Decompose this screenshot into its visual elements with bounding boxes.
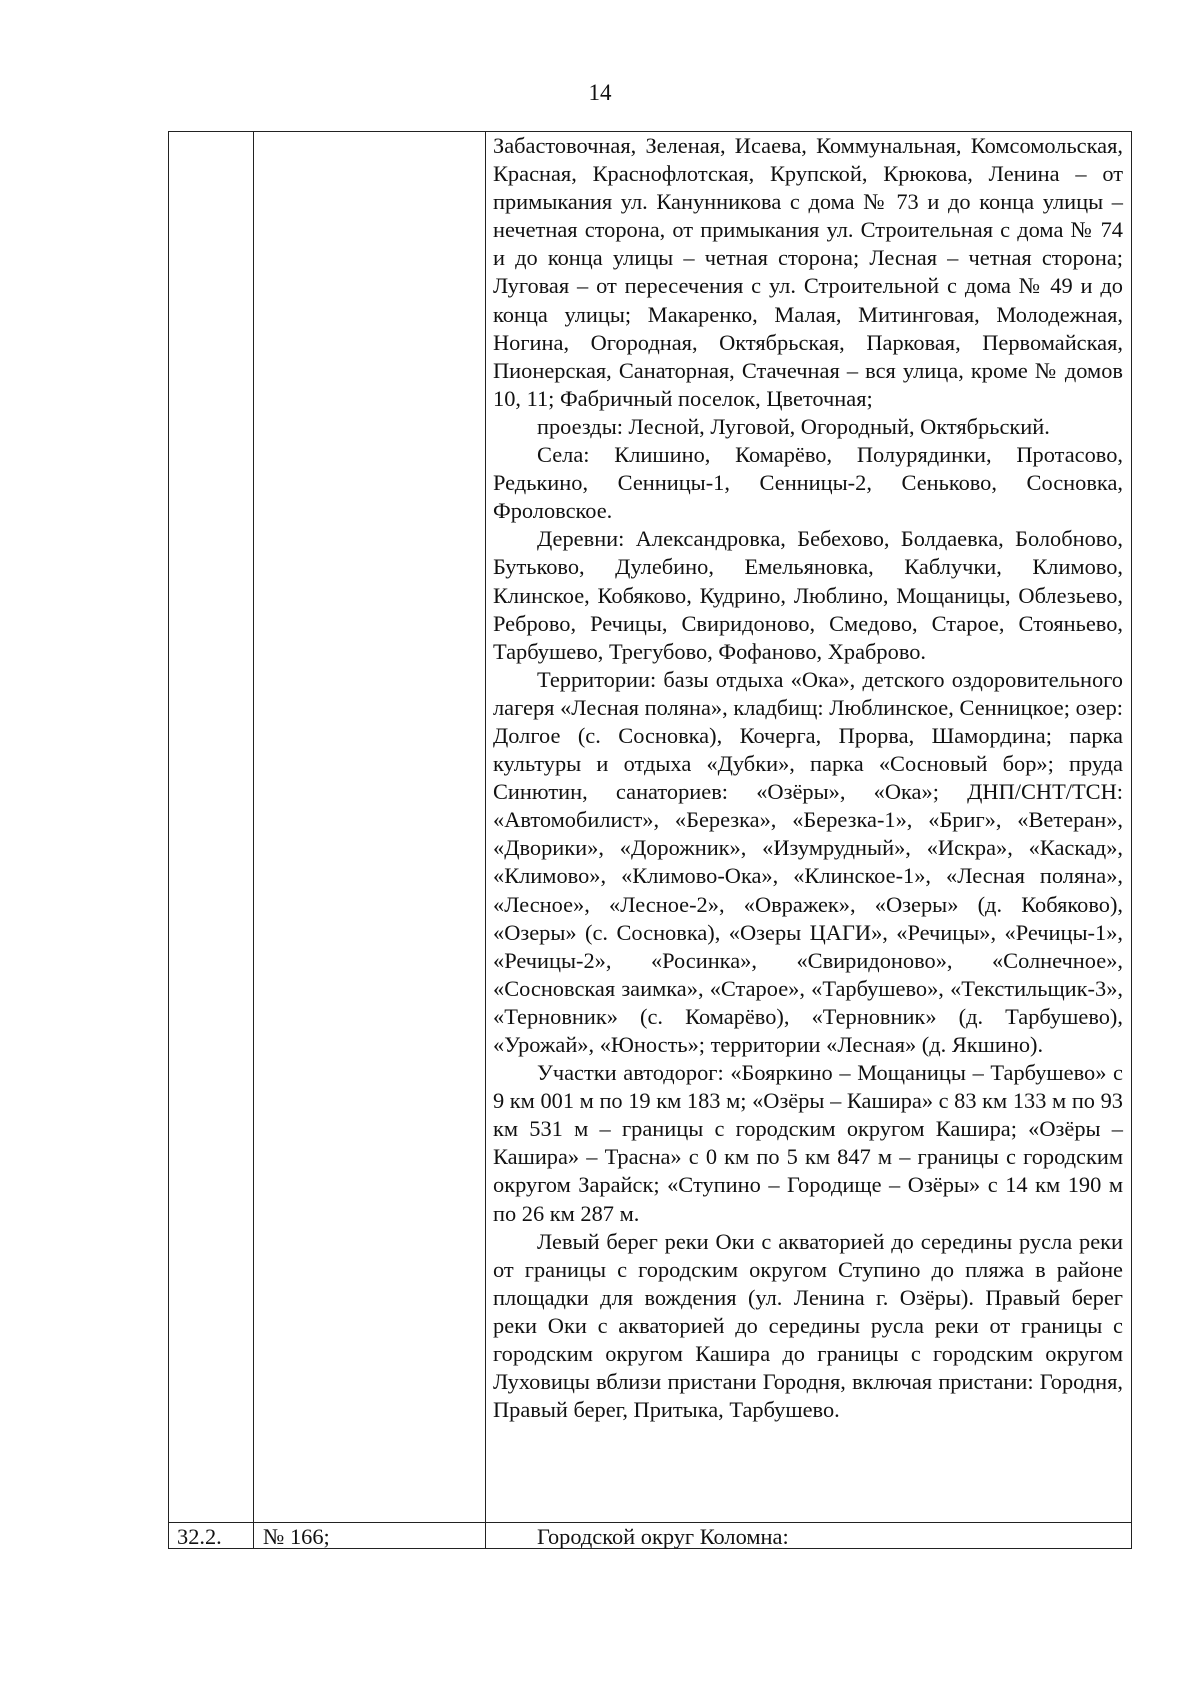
document-table: [168, 131, 1132, 1549]
paragraph-roads: Участки автодорог: «Бояркино – Мощаницы – Тарбушево» с 9 км 001 м по 19 км 183 м; «Озёры – Кашира» с 83 км 133 м по 93 км 531 м – границы с городским округом Кашира; «Озёры – Кашира» – Трасна» с 0 км по 5 км 847 м – границы с городским округом Зарайск; «Ступино – Городище – Озёры» с 14 км 190 м по 26 км 287 м.: [493, 1060, 1123, 1226]
row-reference-cell: № 166;: [263, 1524, 330, 1549]
paragraph-territories: Территории: базы отдыха «Ока», детского оздоровительного лагеря «Лесная поляна», кладбищ: Люблинское, Сенницкое; озер: Долгое (с. Сосновка), Кочерга, Прорва, Шамордина; парка культуры и отдыха «Дубки», парка «Сосновый бор»; пруда Синютин, санаториев: «Озёры», «Ока»; ДНП/СНТ/ТСН: «Автомобилист», «Березка», «Березка-1», «Бриг», «Ветеран», «Дворики», «Дорожник», «Изумрудный», «Искра», «Каскад», «Климово», «Климово-Ока», «Клинское-1», «Лесная поляна», «Лесное», «Лесное-2», «Овражек», «Озеры» (д. Кобяково), «Озеры» (с. Сосновка), «Озеры ЦАГИ», «Речицы», «Речицы-1», «Речицы-2», «Росинка», «Свиридоново», «Солнечное», «Сосновская заимка», «Старое», «Тарбушево», «Текстильщик-3», «Терновник» (с. Комарёво), «Терновник» (д. Тарбушево), «Урожай», «Юность»; территории «Лесная» (д. Якшино).: [493, 666, 1123, 1057]
paragraph-villages: Села: Клишино, Комарёво, Полурядинки, Протасово, Редькино, Сенницы-1, Сенницы-2, Сеньково, Сосновка, Фроловское.: [493, 442, 1123, 524]
row-number-cell: 32.2.: [177, 1524, 222, 1549]
row-description-cell: Городской округ Коломна:: [537, 1524, 789, 1549]
paragraph-streets: Забастовочная, Зеленая, Исаева, Коммунальная, Комсомольская, Красная, Краснофлотская, Крупской, Крюкова, Ленина – от примыкания ул. Канунникова с дома № 73 и до конца улицы – нечетная сторона, от примыкания ул. Строительная с дома № 74 и до конца улицы – четная сторона; Лесная – четная сторона; Луговая – от пересечения с ул. Строительной с дома № 49 и до конца улицы; Макаренко, Малая, Митинговая, Молодежная, Ногина, Огородная, Октябрьская, Парковая, Первомайская, Пионерская, Санаторная, Стачечная – вся улица, кроме № домов 10, 11; Фабричный поселок, Цветочная;: [493, 133, 1123, 411]
page-number: 14: [588, 80, 612, 105]
description-cell: [493, 132, 1123, 1424]
paragraph-hamlets: Деревни: Александровка, Бебехово, Болдаевка, Болобново, Бутьково, Дулебино, Емельяновка, Каблучки, Климово, Клинское, Кобяково, Кудрино, Люблино, Мощаницы, Облезьево, Реброво, Речицы, Свиридоново, Смедово, Старое, Стояньево, Тарбушево, Трегубово, Фофаново, Храброво.: [493, 526, 1123, 664]
column-divider: [253, 132, 254, 1548]
paragraph-passages: проезды: Лесной, Луговой, Огородный, Октябрьский.: [537, 413, 1050, 439]
row-divider: [169, 1522, 1131, 1523]
paragraph-riverbanks: Левый берег реки Оки с акваторией до середины русла реки от границы с городским округом Ступино до пляжа в районе площадки для вождения (ул. Ленина г. Озёры). Правый берег реки Оки с акваторией до середины русла реки от границы с городским округом Кашира до границы с городским округом Луховицы вблизи пристани Городня, включая пристани: Городня, Правый берег, Притыка, Тарбушево.: [493, 1228, 1123, 1423]
column-divider: [485, 132, 486, 1548]
